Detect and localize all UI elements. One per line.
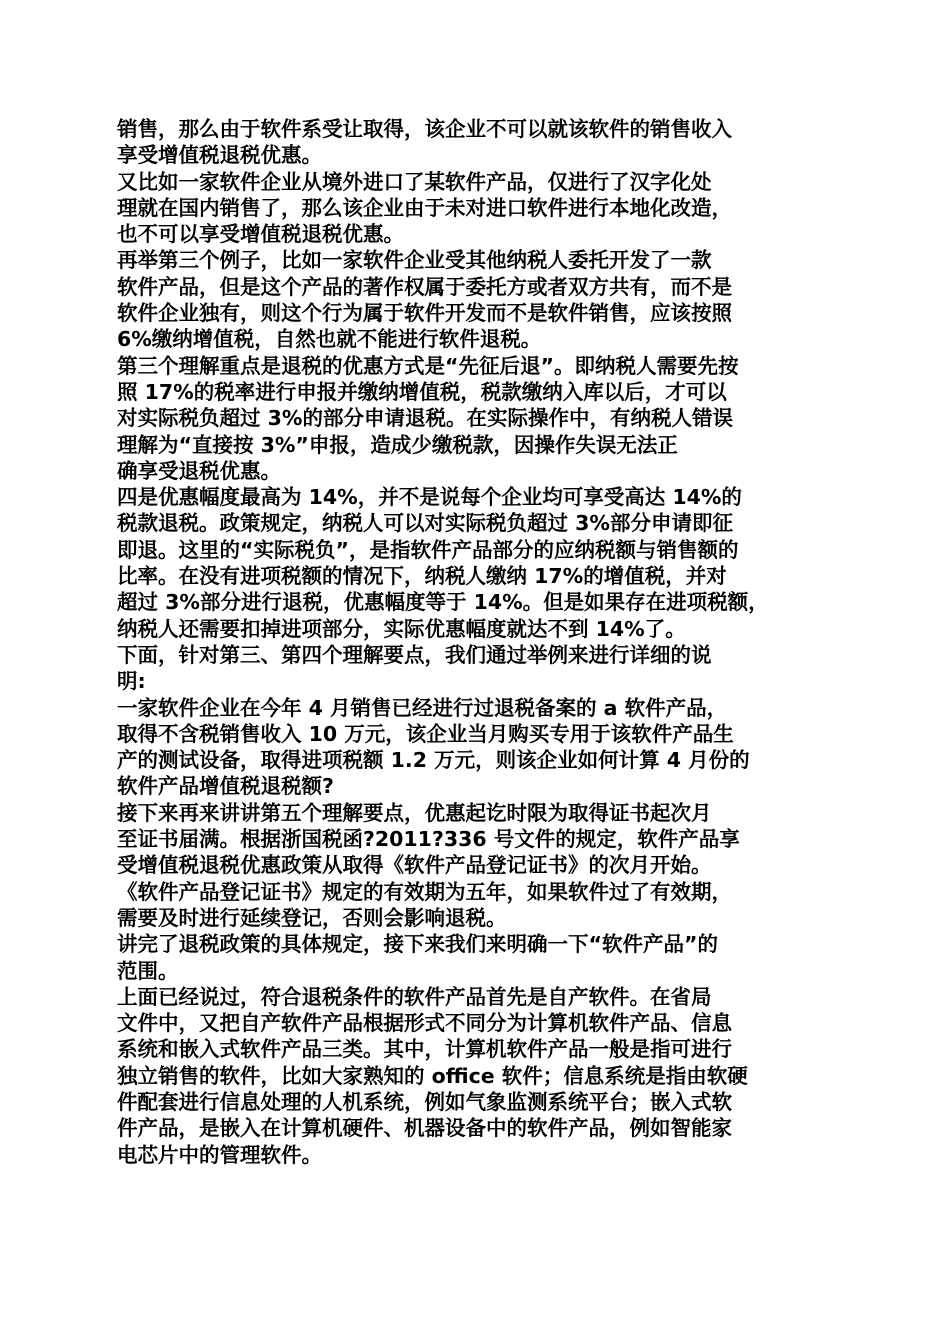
text-line: 照 17%的税率进行申报并缴纳增值税，税款缴纳入库以后，才可以 — [117, 379, 727, 404]
text-line: 即退。这里的“实际税负”，是指软件产品部分的应纳税额与销售额的 — [117, 537, 739, 562]
text-line: 上面已经说过，符合退税条件的软件产品首先是自产软件。在省局 — [117, 984, 712, 1009]
text-line: 享受增值税退税优惠。 — [117, 143, 322, 168]
text-line: 销售，那么由于软件系受让取得，该企业不可以就该软件的销售收入 — [117, 117, 732, 141]
text-line: 软件产品，但是这个产品的著作权属于委托方或者双方共有，而不是 — [117, 274, 732, 299]
text-line: 软件产品增值税退税额? — [117, 774, 334, 799]
text-line: 件产品，是嵌入在计算机硬件、机器设备中的软件产品，例如智能家 — [117, 1116, 732, 1141]
text-line: 对实际税负超过 3%的部分申请退税。在实际操作中，有纳税人错误 — [117, 406, 733, 431]
text-line: 电芯片中的管理软件。 — [117, 1142, 322, 1167]
text-line: 至证书届满。根据浙国税函?2011?336 号文件的规定，软件产品享 — [117, 827, 740, 852]
text-line: 比率。在没有进项税额的情况下，纳税人缴纳 17%的增值税，并对 — [117, 564, 727, 589]
text-line: 范围。 — [117, 958, 179, 983]
text-line: 《软件产品登记证书》规定的有效期为五年，如果软件过了有效期， — [117, 879, 732, 904]
text-line: 理就在国内销售了，那么该企业由于未对进口软件进行本地化改造， — [117, 195, 732, 220]
text-line: 一家软件企业在今年 4 月销售已经进行过退税备案的 a 软件产品， — [117, 695, 728, 720]
text-line: 接下来再来讲讲第五个理解要点，优惠起讫时限为取得证书起次月 — [117, 800, 712, 825]
text-line: 取得不含税销售收入 10 万元，该企业当月购买专用于该软件产品生 — [117, 721, 734, 746]
text-line: 也不可以享受增值税退税优惠。 — [117, 222, 404, 247]
text-line: 税款退税。政策规定，纳税人可以对实际税负超过 3%部分申请即征 — [117, 511, 733, 536]
text-line: 系统和嵌入式软件产品三类。其中，计算机软件产品一般是指可进行 — [117, 1037, 732, 1062]
text-line: 四是优惠幅度最高为 14%，并不是说每个企业均可享受高达 14%的 — [117, 485, 742, 510]
document-body-text — [117, 116, 837, 1168]
text-line: 又比如一家软件企业从境外进口了某软件产品，仅进行了汉字化处 — [117, 169, 712, 194]
text-line: 6%缴纳增值税，自然也就不能进行软件退税。 — [117, 327, 542, 352]
text-line: 独立销售的软件，比如大家熟知的 office 软件；信息系统是指由软硬 — [117, 1063, 748, 1088]
text-line: 受增值税退税优惠政策从取得《软件产品登记证书》的次月开始。 — [117, 853, 712, 878]
text-line: 超过 3%部分进行退税，优惠幅度等于 14%。但是如果存在进项税额， — [117, 590, 769, 615]
text-line: 下面，针对第三、第四个理解要点，我们通过举例来进行详细的说 — [117, 642, 712, 667]
text-line: 明: — [117, 669, 146, 694]
text-line: 再举第三个例子，比如一家软件企业受其他纳税人委托开发了一款 — [117, 248, 712, 273]
text-line: 软件企业独有，则这个行为属于软件开发而不是软件销售，应该按照 — [117, 301, 732, 326]
text-line: 纳税人还需要扣掉进项部分，实际优惠幅度就达不到 14%了。 — [117, 616, 686, 641]
text-line: 产的测试设备，取得进项税额 1.2 万元，则该企业如何计算 4 月份的 — [117, 748, 750, 773]
text-line: 第三个理解重点是退税的优惠方式是“先征后退”。即纳税人需要先按 — [117, 353, 739, 378]
text-line: 理解为“直接按 3%”申报，造成少缴税款，因操作失误无法正 — [117, 432, 678, 457]
text-line: 确享受退税优惠。 — [117, 458, 281, 483]
text-line: 讲完了退税政策的具体规定，接下来我们来明确一下“软件产品”的 — [117, 932, 718, 957]
text-line: 件配套进行信息处理的人机系统，例如气象监测系统平台；嵌入式软 — [117, 1089, 732, 1114]
text-line: 文件中，又把自产软件产品根据形式不同分为计算机软件产品、信息 — [117, 1011, 732, 1036]
text-line: 需要及时进行延续登记，否则会影响退税。 — [117, 905, 507, 930]
